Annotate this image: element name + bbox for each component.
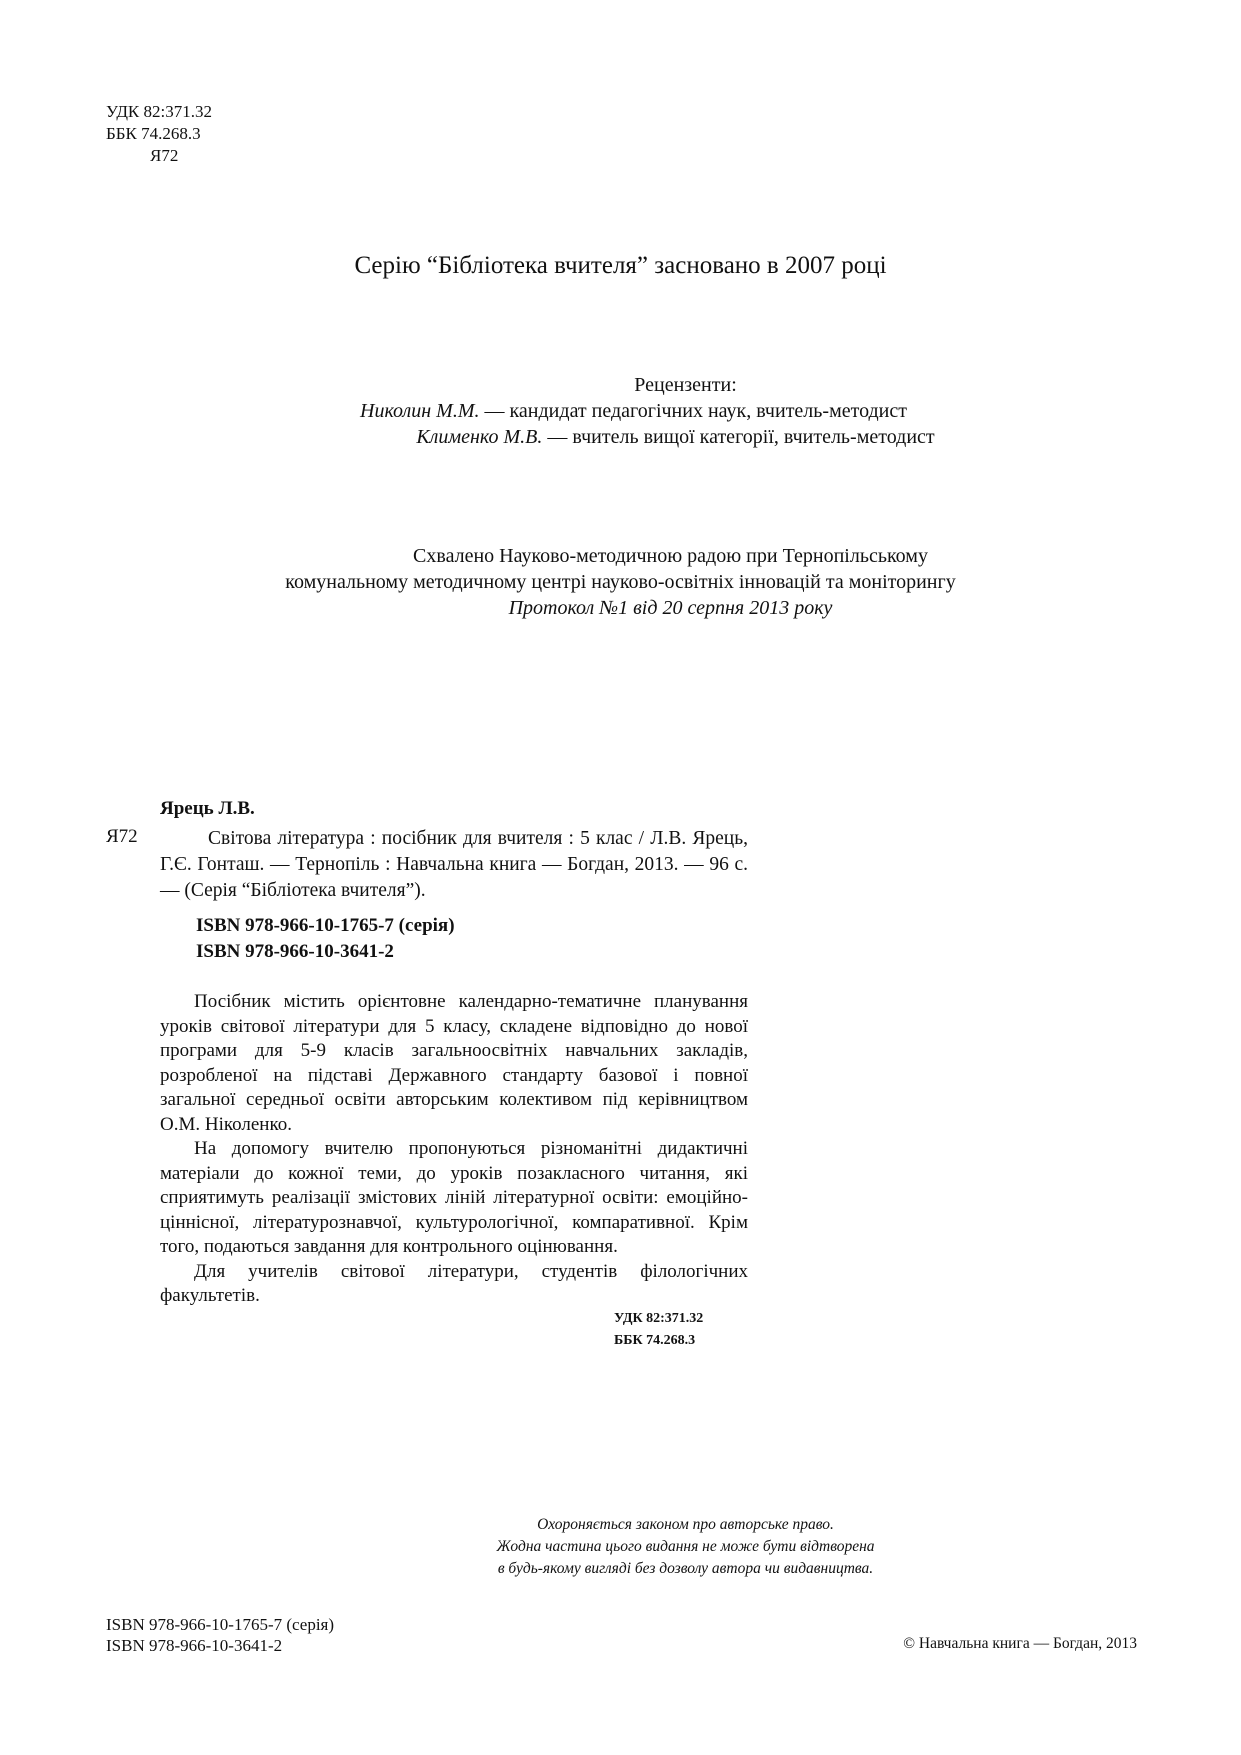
- bibliography-text: Світова література : посібник для вчителя : 5 клас / Л.В. Ярець, Г.Є. Гонташ. — Тернопіль : Навчальна книга — Богдан, 2013. — 96 с. — (Серія “Бібліотека вчителя”).: [160, 828, 748, 901]
- isbn-series: ISBN 978-966-10-1765-7 (серія): [196, 915, 455, 936]
- bottom-isbn-book: ISBN 978-966-10-3641-2: [106, 1636, 283, 1655]
- annotation: [160, 990, 748, 1309]
- series-note: Серію “Бібліотека вчителя” засновано в 2007 році: [354, 252, 887, 279]
- annotation-paragraph-1: Посібник містить орієнтовне календарно-тематичне планування уроків світової літератури для 5 класу, складене відповідно до нової програми для 5-9 класів загальноосвітніх навчальних закладів, розробленої на підставі Державного стандарту базової і повної загальної середньої освіти авторським колективом під керівництвом О.М. Ніколенко.: [160, 991, 748, 1135]
- annotation-paragraph-3: Для учителів світової літератури, студентів філологічних факультетів.: [160, 1260, 748, 1306]
- annotation-codes: [614, 1308, 703, 1352]
- bibliography-code: Я72: [106, 826, 138, 847]
- approval-block: [0, 543, 1241, 621]
- reviewer-1-desc: — кандидат педагогічних наук, вчитель-методист: [479, 400, 907, 422]
- copyright-note-line-1: Охороняється законом про авторське право.: [537, 1516, 834, 1533]
- reviewers-title: Рецензенти:: [634, 374, 737, 396]
- bibliography-description: [160, 826, 748, 904]
- classification-codes: [106, 101, 212, 167]
- annotation-bbk: ББК 74.268.3: [614, 1333, 696, 1348]
- bottom-isbn-series: ISBN 978-966-10-1765-7 (серія): [106, 1615, 335, 1634]
- reviewer-1-name: Николин М.М.: [360, 400, 480, 422]
- copyright-note-line-2: Жодна частина цього видання не може бути відтворена: [496, 1538, 875, 1555]
- reviewer-2-name: Клименко М.В.: [416, 426, 543, 448]
- bibliography-isbn: [196, 913, 455, 965]
- author-sign: Я72: [150, 146, 179, 165]
- approval-line-1: Схвалено Науково-методичною радою при Тернопільському: [413, 545, 928, 567]
- reviewers-block: [0, 372, 1241, 450]
- bottom-isbn: [106, 1614, 334, 1656]
- reviewer-2: [0, 424, 1241, 450]
- bibliography-author: Ярець Л.В.: [160, 798, 255, 819]
- isbn-book: ISBN 978-966-10-3641-2: [196, 941, 394, 962]
- reviewer-1: [0, 398, 1241, 424]
- copyright-note: [0, 1514, 1241, 1580]
- annotation-udk: УДК 82:371.32: [614, 1311, 704, 1326]
- reviewer-2-desc: — вчитель вищої категорії, вчитель-методист: [542, 426, 935, 448]
- bbk-code: ББК 74.268.3: [106, 124, 201, 143]
- udk-code: УДК 82:371.32: [106, 102, 212, 121]
- approval-line-2: комунальному методичному центрі науково-освітніх інновацій та моніторингу: [285, 571, 956, 593]
- copyright-note-line-3: в будь-якому вигляді без дозволу автора чи видавництва.: [497, 1560, 874, 1577]
- publisher-copyright: © Навчальна книга — Богдан, 2013: [903, 1635, 1137, 1652]
- approval-protocol: Протокол №1 від 20 серпня 2013 року: [508, 597, 833, 619]
- annotation-paragraph-2: На допомогу вчителю пропонуються різноманітні дидактичні матеріали до кожної теми, до уроків позакласного читання, які сприятимуть реалізації змістових ліній літературної освіти: емоційно-ціннісної, літературознавчої, культурологічної, компаративної. Крім того, подаються завдання для контрольного оцінювання.: [160, 1138, 748, 1257]
